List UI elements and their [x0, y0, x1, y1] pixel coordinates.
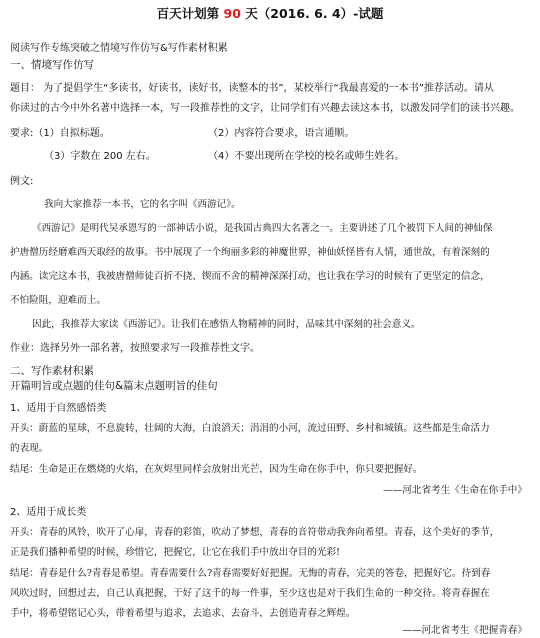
question-line-1: 题目： 为了提倡学生“多读书，好读书，读好书，读整本的书”，某校举行“我最喜爱的一本书”推荐活动。请从	[10, 83, 494, 94]
question-line-2: 你读过的古今中外名著中选择一本，写一段推荐性的文字，让同学们有兴趣去读这本书，以激发同学们的读书兴趣。	[10, 103, 520, 114]
example-paragraph-line: 不怕险阻，迎难而上。	[10, 295, 106, 306]
group2-ending-line: 手中，将希望铭记心头，带着希望与追求，去追求、去奋斗，去创造青春之辉煌。	[10, 608, 356, 619]
requirement-4: （4）不要出现所在学校的校名或师生姓名。	[208, 151, 405, 162]
group1-heading: 1、适用于自然感悟类	[10, 403, 107, 414]
group1-ending-line: 结尾：生命是正在燃烧的火焰，在灰烬里同样会放射出光芒，因为生命在你手中，你只要把握好。	[10, 464, 423, 475]
group2-source: ——河北省考生《把握青春》	[402, 625, 527, 636]
group2-ending-line: 结尾：青春是什么?青春是希望。青春需要什么?青春需要好好把握。无悔的青春，完美的答卷，把握好它。待到春	[10, 568, 491, 579]
title-suffix: 天（2016. 6. 4）-试题	[240, 6, 384, 21]
section2-subheading: 开篇明旨或点题的佳句&篇末点题明旨的佳句	[10, 380, 218, 392]
requirement-3: （3）字数在 200 左右。	[44, 151, 156, 162]
section2-heading: 二、写作素材积累	[10, 365, 94, 377]
example-paragraph-line: 《西游记》是明代吴承恩写的一部神话小说，是我国古典四大名著之一。主要讲述了几个被罚下人间的神仙保	[32, 223, 493, 234]
example-paragraph-line: 因此，我推荐大家读《西游记》。让我们在感悟人物精神的同时，品味其中深刻的社会意义。	[32, 319, 421, 330]
group2-heading: 2、适用于成长类	[10, 507, 87, 518]
example-paragraph-line: 护唐僧历经磨难西天取经的故事。书中展现了一个绚丽多彩的神魔世界，神仙妖怪皆有人情，通世故，有着深刻的	[10, 247, 490, 258]
example-paragraph-line: 内涵。读完这本书，我被唐僧师徒百折不挠、锲而不舍的精神深深打动，也让我在学习的时候有了更坚定的信念，	[10, 271, 490, 282]
section1-heading: 一、情境写作仿写	[10, 59, 94, 71]
group2-opening-line: 开头：青春的风铃，吹开了心扉，青春的彩笛，吹动了梦想，青春的音符带动我奔向希望。青春，这个美好的季节，	[10, 527, 500, 538]
title-day-number: 90	[223, 6, 241, 21]
requirement-1: 要求:（1）自拟标题。	[10, 128, 110, 139]
group1-opening-line: 的表现。	[10, 443, 49, 454]
group1-source: ——河北省考生《生命在你手中》	[383, 485, 527, 496]
example-label: 例文:	[10, 176, 34, 187]
requirement-2: （2）内容符合要求，语言通顺。	[208, 128, 355, 139]
title-prefix: 百天计划第	[156, 6, 224, 21]
example-paragraph-line: 我向大家推荐一本书，它的名字叫《西游记》。	[44, 199, 241, 210]
homework-line: 作业：选择另外一部名著，按照要求写一段推荐性文字。	[10, 343, 260, 354]
group2-ending-line: 风吹过时，回想过去，自己认真把握，干好了这千的每一件事，至少这也是对于我们生命的一种交待。将青春握在	[10, 588, 490, 599]
group2-opening-line: 正是我们播种希望的时候，珍惜它，把握它，让它在我们手中放出夺目的光彩!	[10, 547, 341, 558]
page-title	[0, 6, 540, 22]
group1-opening-line: 开头：蔚蓝的星球，不息旋转，壮阔的大海，白浪滔天；涓涓的小河，流过田野、乡村和城镇。这些都是生命活力	[10, 423, 490, 434]
intro-line: 阅读写作专练突破之情境写作仿写&写作素材积累	[10, 43, 228, 54]
